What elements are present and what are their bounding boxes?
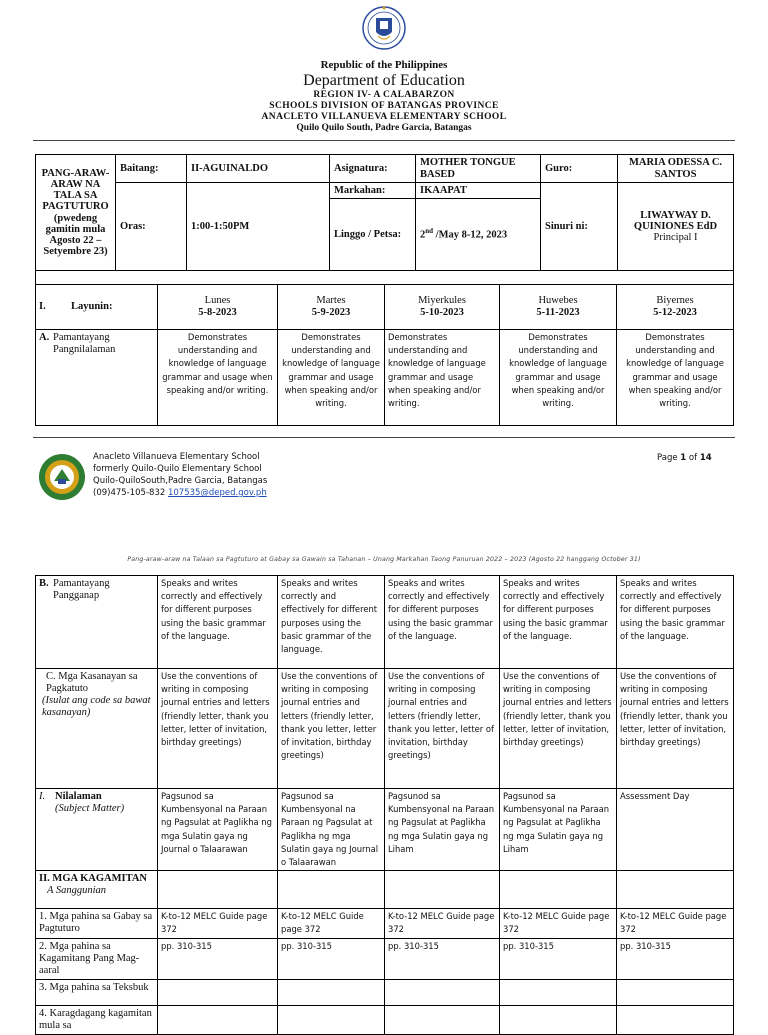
- row-b-cell: Speaks and writes correctly and effectively for different purposes using the basic grammar of the language.: [278, 576, 385, 669]
- nilalaman-cell: Assessment Day: [617, 789, 734, 871]
- day-header-friday: [617, 285, 734, 330]
- nilalaman-cell: Pagsunod sa Kumbensyonal na Paraan ng Pagsulat at Paglikha ng mga Sulatin gaya ng Journal o Talaarawan: [158, 789, 278, 871]
- empty-cell: [500, 979, 617, 1005]
- day-header-monday: [158, 285, 278, 330]
- row-b-cell: Speaks and writes correctly and effectively for different purposes using the basic grammar of the language.: [158, 576, 278, 669]
- school-logo: [37, 453, 87, 501]
- region-heading: REGION IV- A CALABARZON: [313, 90, 455, 100]
- linggo-date: /May 8-12, 2023: [433, 229, 508, 241]
- nilalaman-number: I.: [39, 791, 46, 802]
- markahan-label: Markahan:: [330, 183, 416, 199]
- empty-cell: [278, 871, 385, 909]
- layunin-label-cell: [36, 285, 158, 330]
- blank-spacer-row: [36, 271, 734, 285]
- row-c-cell: Use the conventions of writing in composing journal entries and letters (friendly letter, thank you letter, letter of invitation, birthday greetings): [617, 669, 734, 789]
- nilalaman-note: (Subject Matter): [55, 803, 125, 814]
- row-c-cell: Use the conventions of writing in composing journal entries and letters (friendly letter, thank you letter, letter of invitation, birthday greetings): [500, 669, 617, 789]
- doc-type-note: (pwedeng gamitin mula Agosto 22 – Setyembre 23): [43, 212, 108, 257]
- sanggunian-label: A Sanggunian: [47, 885, 107, 897]
- row-3-label: 3. Mga pahina sa Teksbuk: [36, 979, 158, 1005]
- empty-cell: [385, 1005, 500, 1034]
- row-c-cell: Use the conventions of writing in composing journal entries and letters (friendly letter, thank you letter, letter of invitation, birthday greetings): [158, 669, 278, 789]
- row-b-cell: Speaks and writes correctly and effectively for different purposes using the basic grammar of the language.: [385, 576, 500, 669]
- republic-heading: Republic of the Philippines: [320, 59, 448, 71]
- day-date: 5-8-2023: [198, 307, 237, 318]
- empty-cell: [500, 871, 617, 909]
- row-b-cell: Speaks and writes correctly and effectively for different purposes using the basic grammar of the language.: [500, 576, 617, 669]
- sinuri-cell: [618, 183, 734, 271]
- kagamitan-label-cell: [36, 871, 158, 909]
- nilalaman-cell: Pagsunod sa Kumbensyonal na Paraan ng Pagsulat at Paglikha ng mga Sulatin gaya ng Liham: [385, 789, 500, 871]
- row-4-label: 4. Karagdagang kagamitan mula sa: [36, 1005, 158, 1034]
- day-date: 5-11-2023: [536, 307, 580, 318]
- row-1-label: 1. Mga pahina sa Gabay sa Pagtuturo: [36, 909, 158, 938]
- asignatura-value: MOTHER TONGUE BASED: [416, 155, 541, 183]
- objectives-table-page1: [35, 270, 734, 426]
- row-a-letter: A.: [39, 332, 50, 343]
- baitang-value: II-AGUINALDO: [187, 155, 330, 183]
- footer-email-link[interactable]: 107535@deped.gov.ph: [167, 488, 267, 498]
- row-2-cell: pp. 310-315: [385, 938, 500, 979]
- nilalaman-label: Nilalaman: [55, 791, 102, 802]
- empty-cell: [617, 979, 734, 1005]
- info-table: [35, 154, 734, 271]
- day-header-thursday: [500, 285, 617, 330]
- page-label: Page: [657, 453, 681, 463]
- row-b-label-cell: [36, 576, 158, 669]
- row-2-cell: pp. 310-315: [617, 938, 734, 979]
- empty-cell: [385, 871, 500, 909]
- row-2-cell: pp. 310-315: [500, 938, 617, 979]
- footer-address: Quilo-QuiloSouth,Padre Garcia, Batangas: [93, 476, 268, 486]
- row-1-cell: K-to-12 MELC Guide page 372: [385, 909, 500, 938]
- day-name: Huwebes: [538, 295, 578, 306]
- sinuri-label: Sinuri ni:: [541, 183, 618, 271]
- day-date: 5-12-2023: [653, 307, 697, 318]
- nilalaman-cell: Pagsunod sa Kumbensyonal na Paraan ng Pagsulat at Paglikha ng mga Sulatin gaya ng Journal o Talaarawan: [278, 789, 385, 871]
- page-current: 1: [680, 453, 687, 463]
- layunin-label: Layunin:: [71, 301, 113, 312]
- guro-label: Guro:: [541, 155, 618, 183]
- asignatura-label: Asignatura:: [330, 155, 416, 183]
- empty-cell: [158, 871, 278, 909]
- linggo-number: 2: [420, 229, 426, 241]
- row-1-cell: K-to-12 MELC Guide page 372: [158, 909, 278, 938]
- doc-type-title: PANG-ARAW-ARAW NA TALA SA PAGTUTURO: [41, 168, 110, 213]
- department-heading: Department of Education: [303, 72, 465, 89]
- row-a-cell: Demonstrates understanding and knowledge of language grammar and usage when speaking and/or writing.: [278, 330, 385, 426]
- footer-school-name: Anacleto Villanueva Elementary School: [93, 452, 260, 462]
- deped-seal-logo: [362, 2, 406, 58]
- kagamitan-label: II. MGA KAGAMITAN: [39, 873, 148, 885]
- guro-value: MARIA ODESSA C. SANTOS: [618, 155, 734, 183]
- empty-cell: [500, 1005, 617, 1034]
- page-total: 14: [699, 453, 712, 463]
- row-b-letter: B.: [39, 578, 49, 589]
- footer-divider: [33, 437, 735, 438]
- footer-contact: [93, 488, 267, 500]
- row-2-cell: pp. 310-315: [278, 938, 385, 979]
- linggo-label: Linggo / Petsa:: [330, 199, 416, 271]
- layunin-number: I.: [39, 301, 46, 312]
- oras-value: 1:00-1:50PM: [187, 183, 330, 271]
- row-a-cell: Demonstrates understanding and knowledge of language grammar and usage when speaking and/or writing.: [158, 330, 278, 426]
- row-c-cell: Use the conventions of writing in composing journal entries and letters (friendly letter, thank you letter, letter of invitation, birthday greetings): [385, 669, 500, 789]
- empty-cell: [617, 1005, 734, 1034]
- empty-cell: [158, 979, 278, 1005]
- oras-label: Oras:: [116, 183, 187, 271]
- school-address: Quilo Quilo South, Padre Garcia, Batangas: [296, 123, 472, 133]
- row-c-label-cell: [36, 669, 158, 789]
- day-name: Lunes: [204, 295, 231, 306]
- row-b-cell: Speaks and writes correctly and effectively for different purposes using the basic grammar of the language.: [617, 576, 734, 669]
- row-a-cell: Demonstrates understanding and knowledge of language grammar and usage when speaking and/or writing.: [500, 330, 617, 426]
- division-heading: SCHOOLS DIVISION OF BATANGAS PROVINCE: [269, 101, 499, 111]
- school-heading: ANACLETO VILLANUEVA ELEMENTARY SCHOOL: [261, 112, 507, 122]
- footer-former-name: formerly Quilo-Quilo Elementary School: [93, 464, 262, 474]
- empty-cell: [158, 1005, 278, 1034]
- page-of: of: [686, 453, 700, 463]
- row-b-label: Pamantayang Pangganap: [53, 578, 110, 601]
- empty-cell: [278, 1005, 385, 1034]
- nilalaman-label-cell: [36, 789, 158, 871]
- running-header: Pang-araw-araw na Talaan sa Pagtuturo at Gabay sa Gawain sa Tahanan – Unang Markahan Taong Panuruan 2022 – 2023 (Agosto 22 hanggang October 31): [127, 556, 641, 563]
- empty-cell: [278, 979, 385, 1005]
- objectives-table-page2: [35, 575, 734, 1035]
- row-c-cell: Use the conventions of writing in composing journal entries and letters (friendly letter, thank you letter, letter of invitation, birthday greetings): [278, 669, 385, 789]
- linggo-suffix: nd: [425, 227, 434, 236]
- day-date: 5-9-2023: [311, 307, 351, 318]
- day-name: Martes: [316, 295, 346, 306]
- footer-phone: (09)475-105-832: [93, 488, 168, 498]
- linggo-value-cell: [416, 199, 541, 271]
- markahan-value: IKAAPAT: [416, 183, 541, 199]
- row-2-label: 2. Mga pahina sa Kagamitang Pang Mag-aaral: [36, 938, 158, 979]
- day-name: Miyerkules: [418, 295, 466, 306]
- sinuri-name: LIWAYWAY D. QUINIONES EdD: [633, 209, 718, 232]
- baitang-label: Baitang:: [116, 155, 187, 183]
- nilalaman-cell: Pagsunod sa Kumbensyonal na Paraan ng Pagsulat at Paglikha ng mga Sulatin gaya ng Liham: [500, 789, 617, 871]
- day-header-wednesday: [385, 285, 500, 330]
- row-a-cell: Demonstrates understanding and knowledge of language grammar and usage when speaking and/or writing.: [385, 330, 500, 426]
- page-number: [657, 453, 712, 463]
- doc-type-cell: [36, 155, 116, 271]
- row-c-note: (Isulat ang code sa bawat kasanayan): [42, 695, 151, 718]
- row-1-cell: K-to-12 MELC Guide page 372: [617, 909, 734, 938]
- row-2-cell: pp. 310-315: [158, 938, 278, 979]
- header-divider: [33, 140, 735, 141]
- row-1-cell: K-to-12 MELC Guide page 372: [278, 909, 385, 938]
- row-a-cell: Demonstrates understanding and knowledge of language grammar and usage when speaking and/or writing.: [617, 330, 734, 426]
- row-a-label-cell: [36, 330, 158, 426]
- day-date: 5-10-2023: [420, 307, 464, 318]
- day-name: Biyernes: [656, 295, 694, 306]
- row-a-label: Pamantayang Pangnilalaman: [53, 332, 116, 355]
- row-c-label: C. Mga Kasanayan sa Pagkatuto: [46, 671, 138, 694]
- sinuri-title: Principal I: [653, 232, 698, 244]
- day-header-tuesday: [278, 285, 385, 330]
- row-1-cell: K-to-12 MELC Guide page 372: [500, 909, 617, 938]
- empty-cell: [617, 871, 734, 909]
- empty-cell: [385, 979, 500, 1005]
